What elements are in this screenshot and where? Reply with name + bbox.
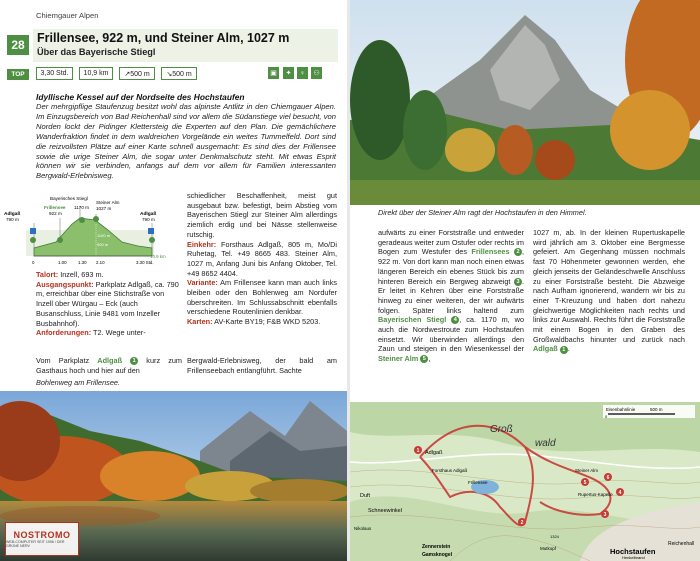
col2-text-a: 1027 m, ab. In der kleinen Rupertuskapelle wird jährlich am 3. Oktober eine Bergmesse gefeiert. Am Gegenhang müssen nochmals fast 70 Höhenmeter gewonnen werden, ehe gleich jenseits der Geländeschwelle Anschluss zu einer Forststraße besteht. Die Abzweige nach Aufham ignorierend, wandern wir bis zu einer T-Kreuzung und haben dort nahezu gleichwertige Möglichkeiten nach rechts und links zur Auswahl. Rechts führt die Forststraße mit einem Bogen in den Graben des Großwaldbachs hinunter und zurück nach <box>533 228 685 344</box>
fact-label-karten: Karten: <box>187 317 213 327</box>
map-label-gross: Groß <box>490 424 513 435</box>
profile-frillensee-alt: 922 m <box>49 211 62 216</box>
profile-steiner: Steiner Alm <box>96 200 120 205</box>
route-text-right: Bergwald-Erlebnisweg, der bald am Frillenseebach entlangführt. Sachte <box>187 356 337 375</box>
top-badge: TOP <box>7 69 29 80</box>
col1-text-a: aufwärts zu einer Forststraße und entweder geradeaus weiter zum Ostufer oder rechts im Bogen zum Westufer des <box>378 228 524 257</box>
map-label-elev: 1324 <box>550 534 559 539</box>
map-label-reichenhall: Reichenhall <box>668 541 695 547</box>
profile-waypoint-1 <box>30 237 36 243</box>
map-waypoint-1-label: 1 <box>416 448 420 454</box>
col2-hl-adlgass: Adlgaß <box>533 344 558 354</box>
profile-right-label: Adlgaß <box>140 212 157 217</box>
descent-stat: ↘500 m <box>161 67 197 80</box>
info-right-column <box>187 191 337 327</box>
tour-number-badge: 28 <box>7 35 29 55</box>
photo-caption-right: Direkt über der Steiner Alm ragt der Hochstaufen in den Himmel. <box>378 208 587 217</box>
fact-text-einkehr: Forsthaus Adlgaß, 805 m, Mo/Di Ruhetag, Tel. +49 8665 483. Steiner Alm, 1027 m, Anfang Juni bis Anfang Oktober, Tel. +49 8652 4404. <box>187 239 337 278</box>
fact-label-einkehr: Einkehr: <box>187 239 217 249</box>
profile-tick-2: 1.30 <box>78 260 87 265</box>
route-text-b: kurz zum Gasthaus hoch und hier auf den <box>36 356 183 375</box>
fact-label-anforderungen: Anforderungen: <box>36 328 92 338</box>
page-title: Frillensee, 922 m, und Steiner Alm, 1027 m <box>37 31 290 45</box>
col1-text-c: . Er leitet in Kehren über eine Forststraße hinweg zu einer weiteren, der wir aufwärts folgen. Später links haltend zum <box>378 276 524 315</box>
watermark-logo <box>5 522 79 556</box>
profile-stiegl: Bayerisches Stiegl <box>50 196 88 201</box>
map-label-steiner: Steiner Alm <box>575 468 599 473</box>
waypoint-1b-icon: 1 <box>560 346 568 354</box>
map-scale-note: Eisenbahnlinie <box>606 407 636 412</box>
map-label-zennerstein: Zennerstein <box>422 544 451 550</box>
fact-text-ausgangspunkt: Parkplatz Adlgaß, ca. 790 m, erreichbar über eine Stichstraße von Inzell über Würgau – Eck (auch Busanschluss, Linie 9481 vom Inzeller Busbahnhof). <box>36 279 179 328</box>
profile-tick-4: 3.30 Std. <box>136 260 154 265</box>
waypoint-4-icon: 4 <box>451 316 459 324</box>
map-label-frillensee: Frillensee <box>468 480 488 485</box>
profile-tick-3: 2.10 <box>96 260 105 265</box>
route-text-left <box>36 356 182 375</box>
family-icon: ⚇ <box>311 67 322 79</box>
map-waypoint-5-label: 5 <box>583 480 587 486</box>
route-text-col2 <box>533 228 685 354</box>
waypoint-5-icon: 5 <box>420 355 428 363</box>
col1-hl-steiner: Steiner Alm <box>378 354 419 364</box>
fact-text-talort: Inzell, 693 m. <box>58 270 104 279</box>
fact-label-variante: Variante: <box>187 278 218 288</box>
route-map <box>350 402 700 561</box>
logo-subtext: WEB-COMPUTER SEIT 1996 / DER GRÜNE NERV <box>6 540 65 548</box>
col1-text-b: , 922 m. Von dort kann man noch einen etwas längeren Bereich ein ebenes Stück bis zum hinteren Bereich ein Bergweg abzweigt <box>378 247 524 286</box>
fact-text-variante: Am Frillensee kann man auch links bleiben oder den Bohlenweg am Nordufer überschreiten. Im Schlussabschnitt ebenfalls verschiedene Routenlinien denkbar. <box>187 278 337 317</box>
profile-distance: 10.9 km <box>150 254 166 259</box>
hiker-icon: ✦ <box>283 67 294 79</box>
profile-frillensee: Frillensee <box>44 205 66 210</box>
title-box <box>33 29 338 62</box>
profile-waypoint-2 <box>57 237 63 243</box>
profile-waypoint-4 <box>93 216 99 222</box>
distance-stat: 10,9 km <box>79 67 113 80</box>
map-scale-zero: 0 <box>605 414 608 419</box>
child-icon: ♀ <box>297 67 308 79</box>
map-label-wald: wald <box>535 438 556 449</box>
map-label-henkelbrand: Henkelbrand <box>622 555 645 560</box>
route-conditions-text: schiedlicher Beschaffenheit, meist gut ausgebaut bzw. befestigt, beim Abstieg vom Bayerischen Stiegl zur Steiner Alm allerdings ziemlich erdig und bei Nässe stellenweise rutschig. <box>187 191 337 239</box>
map-label-adlgass: Adlgaß <box>425 450 443 456</box>
fact-label-talort: Talort: <box>36 270 59 279</box>
profile-parking-right-icon <box>148 228 154 234</box>
profile-tick-1: 1.00 <box>58 260 67 265</box>
profile-y2: 900 m <box>97 242 109 247</box>
profile-tick-0: 0 <box>32 260 35 265</box>
route-hl-adlgass: Adlgaß <box>97 356 123 365</box>
col2-text-e: . <box>567 344 570 354</box>
elevation-profile <box>0 190 176 270</box>
profile-parking-left-icon <box>30 228 36 234</box>
route-text-col1 <box>378 228 524 364</box>
map-label-mutkopf: Mutkopf <box>540 546 557 551</box>
map-label-kapelle: Rupertus-Kapelle <box>578 492 613 497</box>
region-header: Chiemgauer Alpen <box>36 11 99 20</box>
photo-caption-left: Bohlenweg am Frillensee. <box>36 378 120 387</box>
profile-right-alt: 790 m <box>142 217 155 222</box>
map-label-schneewinkel: Schneewinkel <box>368 508 402 514</box>
route-text-a: Vom Parkplatz <box>36 356 98 365</box>
map-waypoint-4-label: 4 <box>618 490 622 496</box>
map-scale-label: 500 m <box>650 407 663 412</box>
col1-hl-frillensee: Frillensees <box>471 247 510 257</box>
waypoint-3-icon: 3 <box>514 278 522 286</box>
fact-text-karten: AV-Karte BY19; F&B WKD 5203. <box>212 317 321 327</box>
map-label-duft: Duft <box>360 493 371 499</box>
ascent-stat: ↗500 m <box>119 67 155 80</box>
hochstaufen-photo <box>350 0 700 205</box>
logo-text: NOSTROMO <box>13 530 71 540</box>
map-waypoint-6-label: 6 <box>606 475 610 481</box>
intro-text: Der mehrgipflige Staufenzug besitzt wohl das alpinste Antlitz in den Chiemgauer Alpen. Im Einzugsbereich von Bad Reichenhall sind vor allem die Südanstiege viel besucht, von Norden lockt der Pidinger Klettersteig die Experten auf den Plan. Die gemächlichere Wanderfraktion findet in dem waldreichen Vorgelände ein weites Tummelfeld. Dort sind die reizvollsten Plätze auf einer Karte schnell ausgemacht: Es sind dies der Frillensee sowie die urige Steiner Alm, die sogar unter Denkmalschutz steht. Mit etwas Esprit können wir sie verbinden, anfangs auf dem vor allem für Familien interessanten Bergwald-Erlebnisweg. <box>36 102 336 181</box>
right-page <box>350 0 700 561</box>
page-subtitle: Über das Bayerische Stiegl <box>37 47 156 57</box>
col1-text-e: , <box>428 354 431 364</box>
col1-hl-stiegl: Bayerischen Stiegl <box>378 315 447 325</box>
info-left-column <box>36 270 180 338</box>
profile-waypoint-5 <box>149 237 155 243</box>
bus-icon: ▣ <box>268 67 279 79</box>
fact-label-ausgangspunkt: Ausgangspunkt: <box>36 279 94 289</box>
map-label-forsthaus: Forsthaus Adlgaß <box>432 468 468 473</box>
profile-steiner-alt: 1027 m <box>96 206 112 211</box>
map-label-gamsknogel: Gamsknogel <box>422 552 453 558</box>
profile-left-label: Adlgaß <box>4 212 21 217</box>
duration-stat: 3,30 Std. <box>36 67 73 80</box>
map-waypoint-2-label: 2 <box>520 520 524 526</box>
left-page <box>0 0 347 561</box>
profile-waypoint-3 <box>79 217 85 223</box>
waypoint-2-icon: 2 <box>514 248 522 256</box>
map-waypoint-3-label: 3 <box>603 512 607 518</box>
map-label-nikolaus: Nikolaus <box>354 526 372 531</box>
profile-stiegl-alt: 1170 m <box>74 205 89 210</box>
fact-text-anforderungen: T2. Wege unter- <box>91 328 146 338</box>
profile-left-alt: 790 m <box>6 217 19 222</box>
intro-heading: Idyllische Kessel auf der Nordseite des Hochstaufen <box>36 92 245 102</box>
col1-text-d: , ca. 1170 m, wo auch die Nordwestroute zum Hochstaufen einsetzt. Wir überwinden allerdings den Zaun und steigen in den Wiesenkessel der <box>378 315 525 354</box>
profile-y1: 1100 m <box>97 233 111 238</box>
map-label-hochstaufen: Hochstaufen <box>610 547 656 556</box>
waypoint-1-icon: 1 <box>130 357 138 365</box>
